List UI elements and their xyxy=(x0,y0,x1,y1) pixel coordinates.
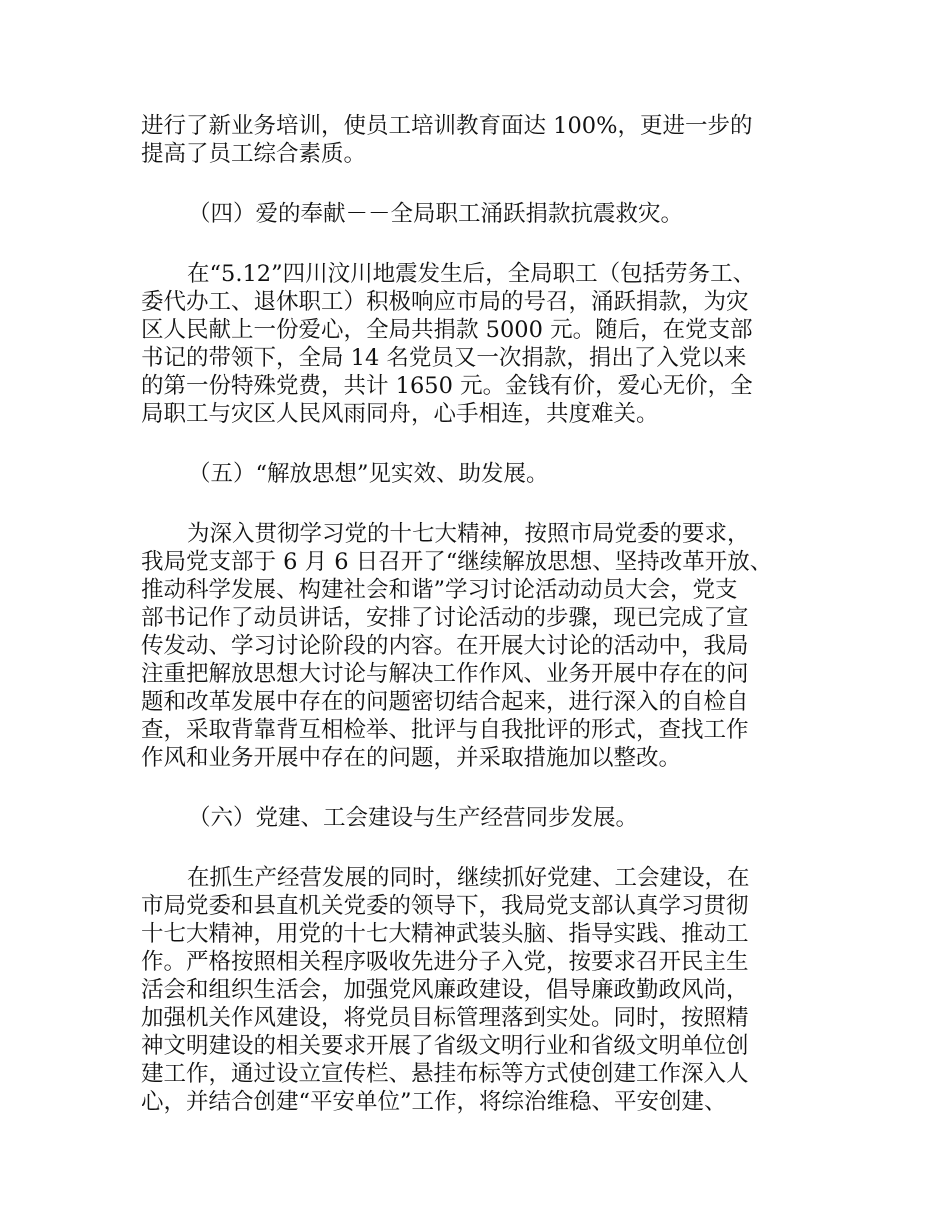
paragraph-earthquake-donation xyxy=(141,260,831,428)
paragraph-party-building xyxy=(141,864,831,1116)
text-line: 作风和业务开展中存在的问题，并采取措施加以整改。 xyxy=(141,745,682,771)
text-line: 委代办工、退休职工）积极响应市局的号召，涌跃捐款，为灾 xyxy=(141,289,749,315)
text-line: 区人民献上一份爱心，全局共捐款 5000 元。随后，在党支部 xyxy=(141,317,753,343)
text-line: 进行了新业务培训，使员工培训教育面达 100%，更进一步的 xyxy=(141,113,753,139)
text-line: 传发动、学习讨论阶段的内容。在开展大讨论的活动中，我局 xyxy=(141,633,749,659)
paragraph-liberation-thought xyxy=(141,520,831,772)
text-line: 注重把解放思想大讨论与解决工作作风、业务开展中存在的问 xyxy=(141,661,749,687)
text-line: 查，采取背靠背互相检举、批评与自我批评的形式，查找工作 xyxy=(141,717,749,743)
text-line: 十七大精神，用党的十七大精神武装头脑、指导实践、推动工 xyxy=(141,921,749,947)
text-line: 书记的带领下，全局 14 名党员又一次捐款，捐出了入党以来 xyxy=(141,345,747,371)
text-line: 建工作，通过设立宣传栏、悬挂布标等方式使创建工作深入人 xyxy=(141,1061,749,1087)
paragraph-training xyxy=(141,112,831,168)
document-body xyxy=(141,112,831,1116)
heading-text: （六）党建、工会建设与生产经营同步发展。 xyxy=(188,805,639,831)
text-line: 在抓生产经营发展的同时，继续抓好党建、工会建设，在 xyxy=(187,865,750,891)
text-line: 心，并结合创建“平安单位”工作，将综治维稳、平安创建、 xyxy=(141,1089,727,1115)
text-line: 加强机关作风建设，将党员目标管理落到实处。同时，按照精 xyxy=(141,1005,749,1031)
text-line: 作。严格按照相关程序吸收先进分子入党，按要求召开民主生 xyxy=(141,949,749,975)
heading-text: （四）爱的奉献－－全局职工涌跃捐款抗震救灾。 xyxy=(188,201,684,227)
text-line: 的第一份特殊党费，共计 1650 元。金钱有价，爱心无价，全 xyxy=(141,373,753,399)
text-line: 推动科学发展、构建社会和谐”学习讨论活动动员大会，党支 xyxy=(141,577,738,603)
section-heading-5 xyxy=(141,460,831,488)
text-line: 题和改革发展中存在的问题密切结合起来，进行深入的自检自 xyxy=(141,689,749,715)
heading-text: （五）“解放思想”见实效、助发展。 xyxy=(188,461,549,487)
text-line: 局职工与灾区人民风雨同舟，心手相连，共度难关。 xyxy=(141,401,659,427)
text-line: 为深入贯彻学习党的十七大精神，按照市局党委的要求， xyxy=(187,521,750,547)
text-line: 我局党支部于 6 月 6 日召开了“继续解放思想、坚持改革开放、 xyxy=(141,549,773,575)
text-line: 提高了员工综合素质。 xyxy=(141,141,367,167)
section-heading-6 xyxy=(141,804,831,832)
section-heading-4 xyxy=(141,200,831,228)
text-line: 在“5.12”四川汶川地震发生后，全局职工（包括劳务工、 xyxy=(187,261,756,287)
text-line: 活会和组织生活会，加强党风廉政建设，倡导廉政勤政风尚， xyxy=(141,977,749,1003)
text-line: 神文明建设的相关要求开展了省级文明行业和省级文明单位创 xyxy=(141,1033,749,1059)
text-line: 部书记作了动员讲话，安排了讨论活动的步骤，现已完成了宣 xyxy=(141,605,749,631)
text-line: 市局党委和县直机关党委的领导下，我局党支部认真学习贯彻 xyxy=(141,893,749,919)
